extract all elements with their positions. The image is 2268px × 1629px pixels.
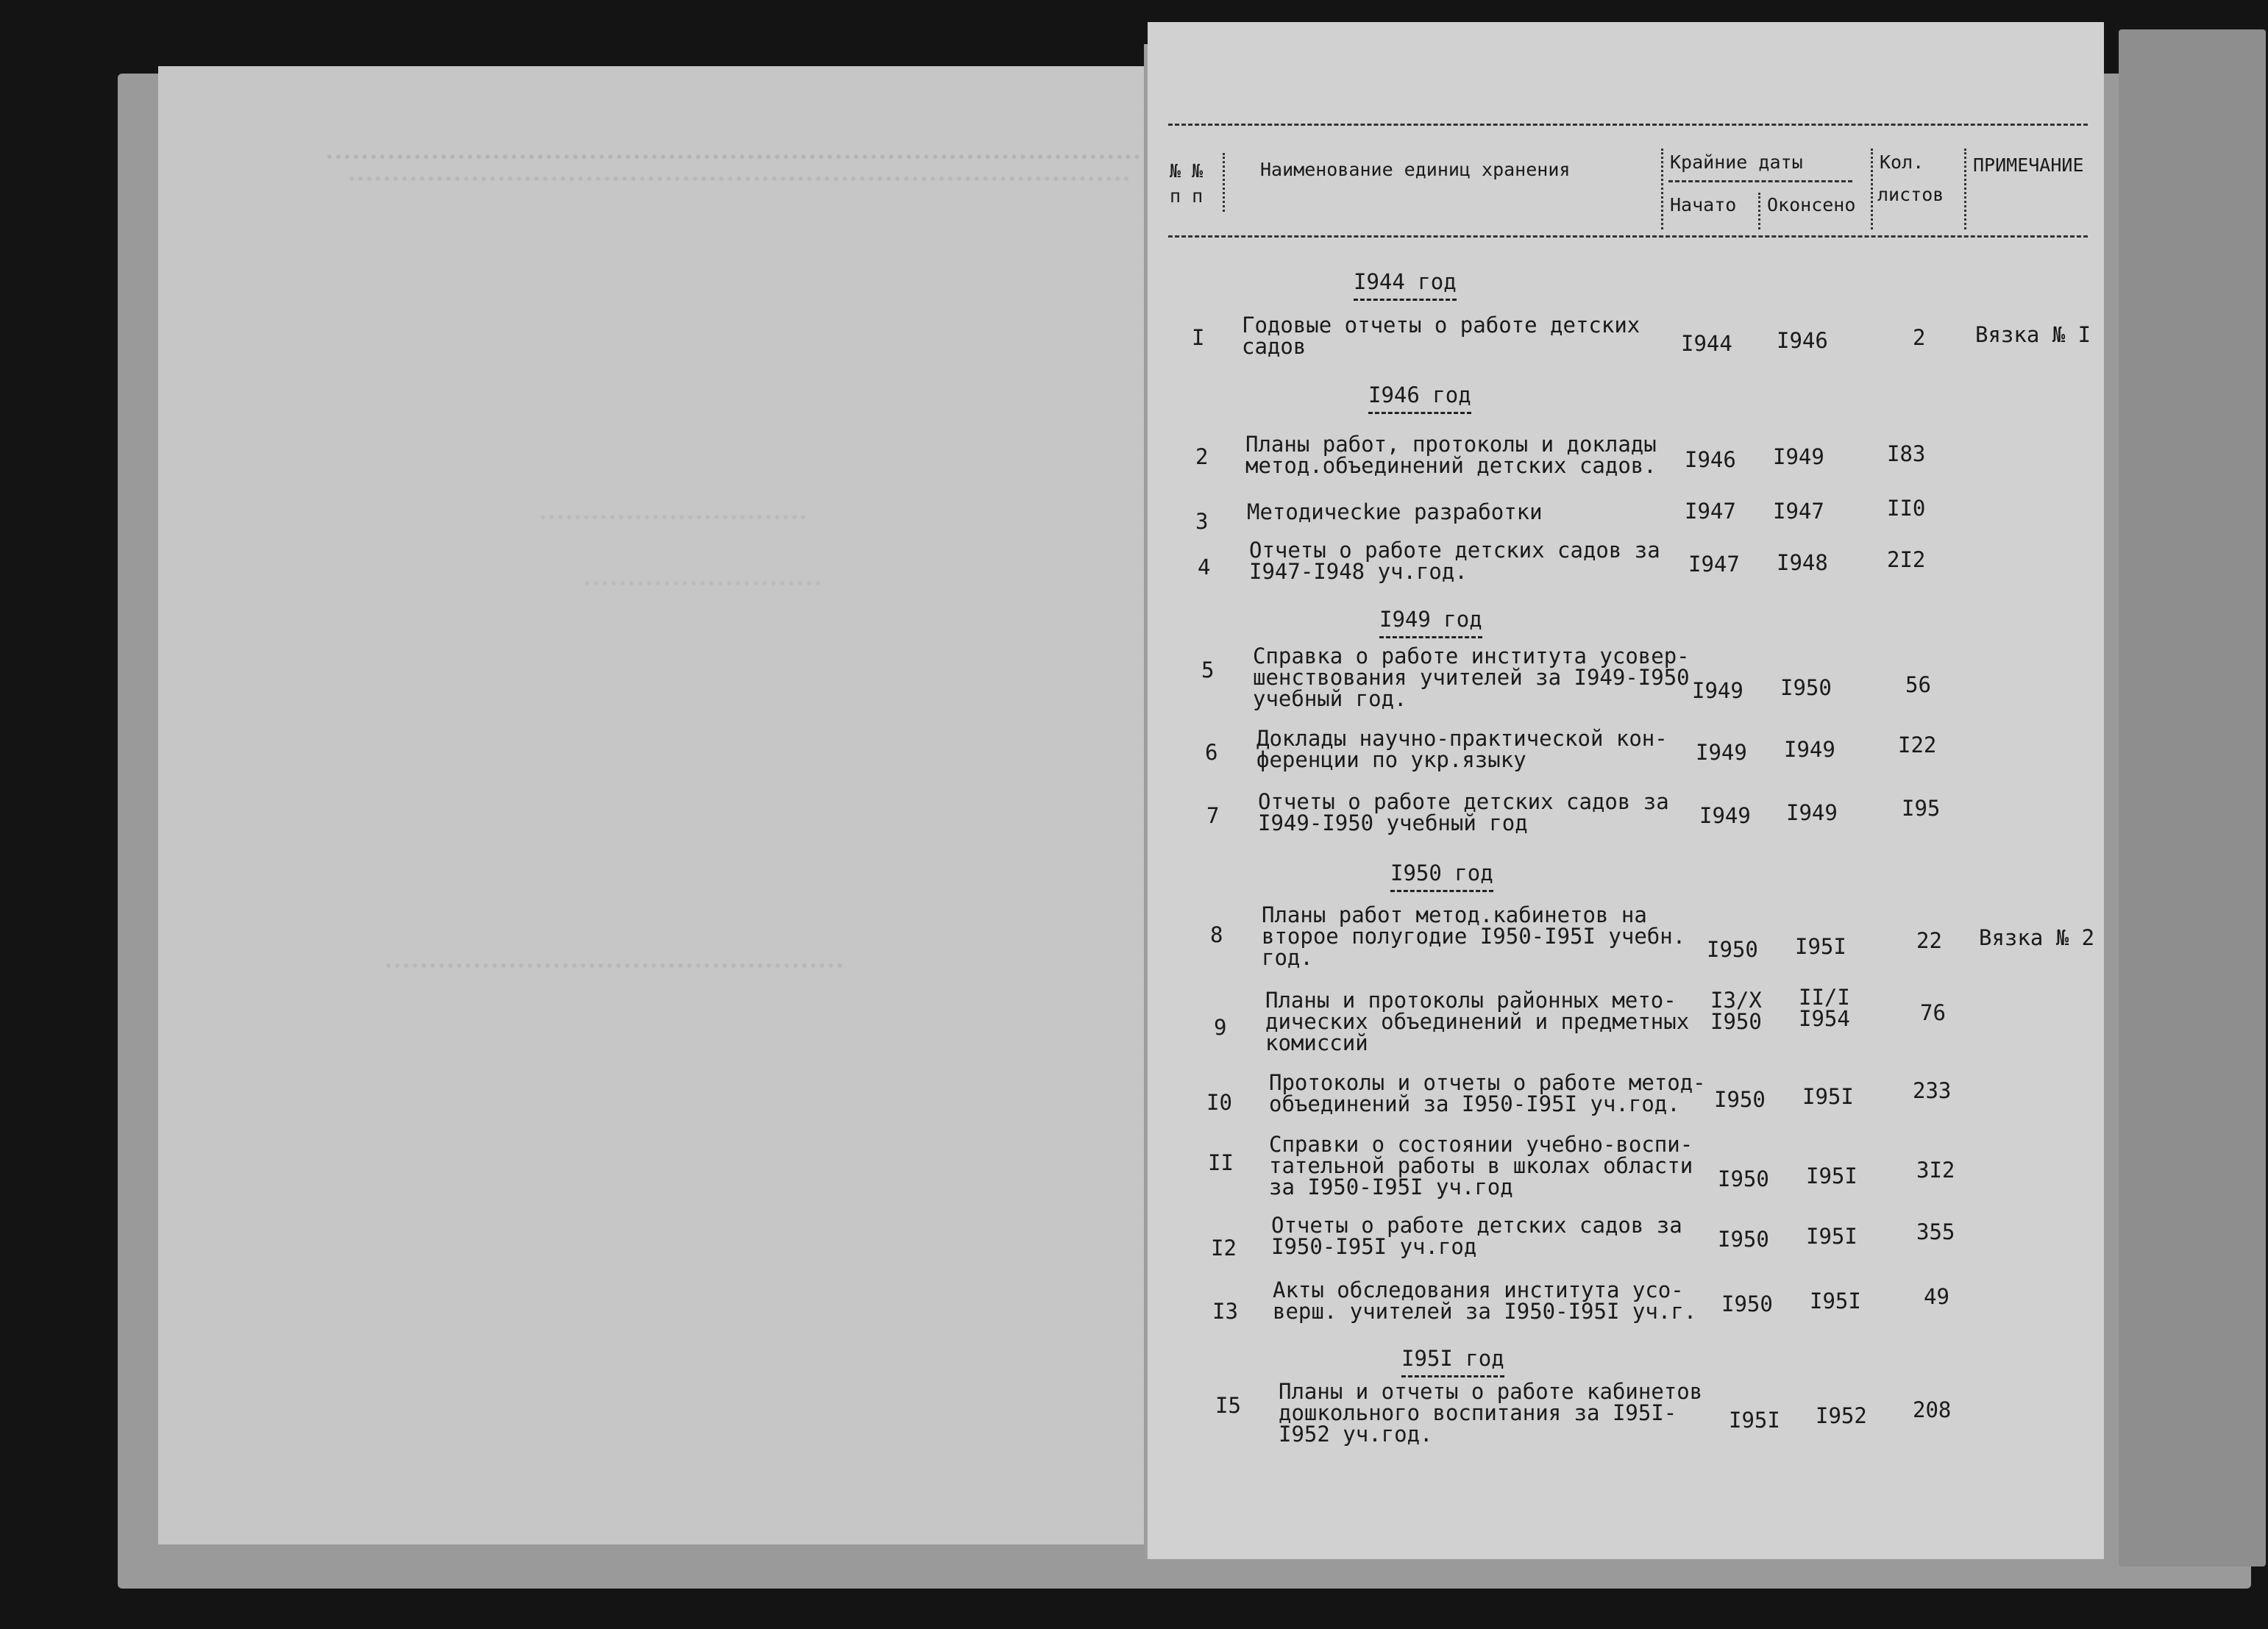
row-start-date: I950 <box>1721 1291 1773 1316</box>
header-num-label: п п <box>1170 185 1204 207</box>
row-start-date: I946 <box>1685 447 1736 472</box>
row-start-date: I949 <box>1696 740 1747 765</box>
row-sheet-count: I83 <box>1887 441 1926 466</box>
row-start-date: I947 <box>1688 552 1740 577</box>
row-sheet-count: 233 <box>1913 1078 1952 1103</box>
row-sheet-count: 76 <box>1920 1000 1946 1025</box>
row-end-date: I949 <box>1773 444 1824 469</box>
row-start-date: I947 <box>1685 499 1736 524</box>
header-count-label: Кол. <box>1880 152 1924 173</box>
row-number: I5 <box>1215 1393 1241 1418</box>
row-number: 7 <box>1206 803 1220 828</box>
row-number: 3 <box>1195 509 1209 534</box>
year-heading: I944 год <box>1354 269 1457 294</box>
dates-divider-rule <box>1668 180 1852 182</box>
row-end-date: I949 <box>1786 800 1838 825</box>
header-separator <box>1661 149 1663 229</box>
row-title: Планы и отчеты о работе кабинетов дошкольного воспитания за I95I- I952 уч.год. <box>1279 1379 1703 1447</box>
row-title: Доклады научно-практической кон- ференции по укр.языку <box>1256 726 1668 772</box>
row-note: Вязка № 2 <box>1979 925 2095 950</box>
bleed-through-text <box>386 963 842 975</box>
row-end-date: I95I <box>1802 1084 1854 1109</box>
row-start-date: I950 <box>1707 937 1758 962</box>
header-note-label: ПРИМЕЧАНИЕ <box>1973 154 2084 176</box>
row-title: Планы работ, протоколы и доклады метод.объединений детских садов. <box>1245 432 1657 478</box>
row-number: II <box>1208 1150 1234 1175</box>
row-title: Планы работ метод.кабинетов на второе полугодие I950-I95I учебн. год. <box>1262 902 1686 970</box>
row-title: Протоколы и отчеты о работе метод- объединений за I950-I95I уч.год. <box>1269 1070 1706 1116</box>
year-heading: I95I год <box>1401 1346 1504 1371</box>
header-separator <box>1871 149 1873 229</box>
row-title: Отчеты о работе детских садов за I949-I950 учебный год <box>1258 789 1669 835</box>
bleed-through-text <box>327 154 1210 166</box>
row-number: 6 <box>1205 740 1218 765</box>
header-bottom-rule <box>1168 235 2088 238</box>
row-title: Отчеты о работе детских садов за I947-I948 уч.год. <box>1249 538 1660 584</box>
row-sheet-count: 2 <box>1913 325 1926 350</box>
header-top-rule <box>1168 124 2088 126</box>
row-sheet-count: 208 <box>1913 1397 1952 1422</box>
header-separator <box>1758 193 1760 229</box>
header-start-label: Начато <box>1670 194 1737 215</box>
row-end-date: I950 <box>1780 675 1832 700</box>
row-end-date: I947 <box>1773 499 1824 524</box>
header-separator <box>1223 153 1225 212</box>
row-title: Акты обследования института усо- верш. учителей за I950-I95I уч.г. <box>1273 1277 1697 1324</box>
row-number: 4 <box>1198 555 1211 580</box>
header-num-label: № № <box>1170 160 1204 182</box>
row-title: Отчеты о работе детских садов за I950-I95I уч.год <box>1271 1213 1682 1259</box>
row-number: 2 <box>1195 444 1209 469</box>
row-number: I <box>1192 325 1205 350</box>
header-count-label: листов <box>1877 184 1944 205</box>
row-start-date: I3/X I950 <box>1710 988 1762 1034</box>
right-page <box>1148 22 2104 1559</box>
row-title: Годовые отчеты о работе детских садов <box>1242 313 1640 359</box>
row-title: Методичесkие разработки <box>1247 499 1543 524</box>
row-start-date: I950 <box>1718 1227 1769 1252</box>
row-sheet-count: II0 <box>1887 496 1926 521</box>
header-dates-label: Крайние даты <box>1670 152 1803 173</box>
row-sheet-count: 49 <box>1924 1284 1949 1309</box>
cover-edge <box>2119 29 2266 1566</box>
row-start-date: I949 <box>1692 678 1743 703</box>
row-end-date: I95I <box>1810 1288 1861 1313</box>
row-end-date: I946 <box>1777 328 1828 353</box>
header-title-label: Наименование единиц хранения <box>1260 159 1571 180</box>
row-end-date: I95I <box>1806 1224 1858 1249</box>
row-number: 5 <box>1201 657 1215 682</box>
row-title: Справка о работе института усовер- шенствования учителей за I949-I950 учебный год. <box>1253 644 1690 711</box>
row-start-date: I95I <box>1729 1408 1780 1433</box>
row-number: I2 <box>1211 1236 1237 1261</box>
row-start-date: I949 <box>1699 803 1751 828</box>
row-sheet-count: 56 <box>1905 672 1931 697</box>
row-number: I3 <box>1212 1299 1238 1324</box>
row-number: I0 <box>1206 1090 1232 1115</box>
header-separator <box>1964 149 1966 229</box>
row-title: Справки о состоянии учебно-воспи- тательной работы в школах области за I950-I95I уч.год <box>1269 1132 1693 1200</box>
year-heading: I949 год <box>1379 607 1482 632</box>
row-start-date: I950 <box>1714 1087 1766 1112</box>
row-start-date: I950 <box>1718 1166 1769 1191</box>
row-end-date: I952 <box>1816 1403 1867 1428</box>
year-heading: I950 год <box>1390 860 1493 885</box>
row-sheet-count: 3I2 <box>1916 1158 1955 1183</box>
row-end-date: I948 <box>1777 550 1828 575</box>
row-sheet-count: 2I2 <box>1887 547 1926 572</box>
row-end-date: II/I I954 <box>1799 985 1850 1031</box>
row-sheet-count: I22 <box>1898 732 1937 758</box>
row-title: Планы и протоколы районных мето- дических объединений и предметных комиссий <box>1265 988 1690 1055</box>
header-end-label: Оконсено <box>1767 194 1856 215</box>
left-page <box>158 66 1162 1544</box>
row-sheet-count: I95 <box>1902 796 1941 821</box>
row-end-date: I95I <box>1795 934 1846 959</box>
row-end-date: I95I <box>1806 1163 1858 1188</box>
row-number: 9 <box>1214 1015 1227 1040</box>
year-heading: I946 год <box>1368 382 1471 407</box>
row-end-date: I949 <box>1784 737 1835 762</box>
bleed-through-text <box>541 515 806 527</box>
row-note: Вязка № I <box>1975 322 2091 347</box>
bleed-through-text <box>585 581 820 593</box>
row-sheet-count: 355 <box>1916 1219 1955 1244</box>
bleed-through-text <box>349 177 1129 188</box>
row-start-date: I944 <box>1681 331 1732 356</box>
row-sheet-count: 22 <box>1916 928 1942 953</box>
row-number: 8 <box>1210 922 1223 947</box>
